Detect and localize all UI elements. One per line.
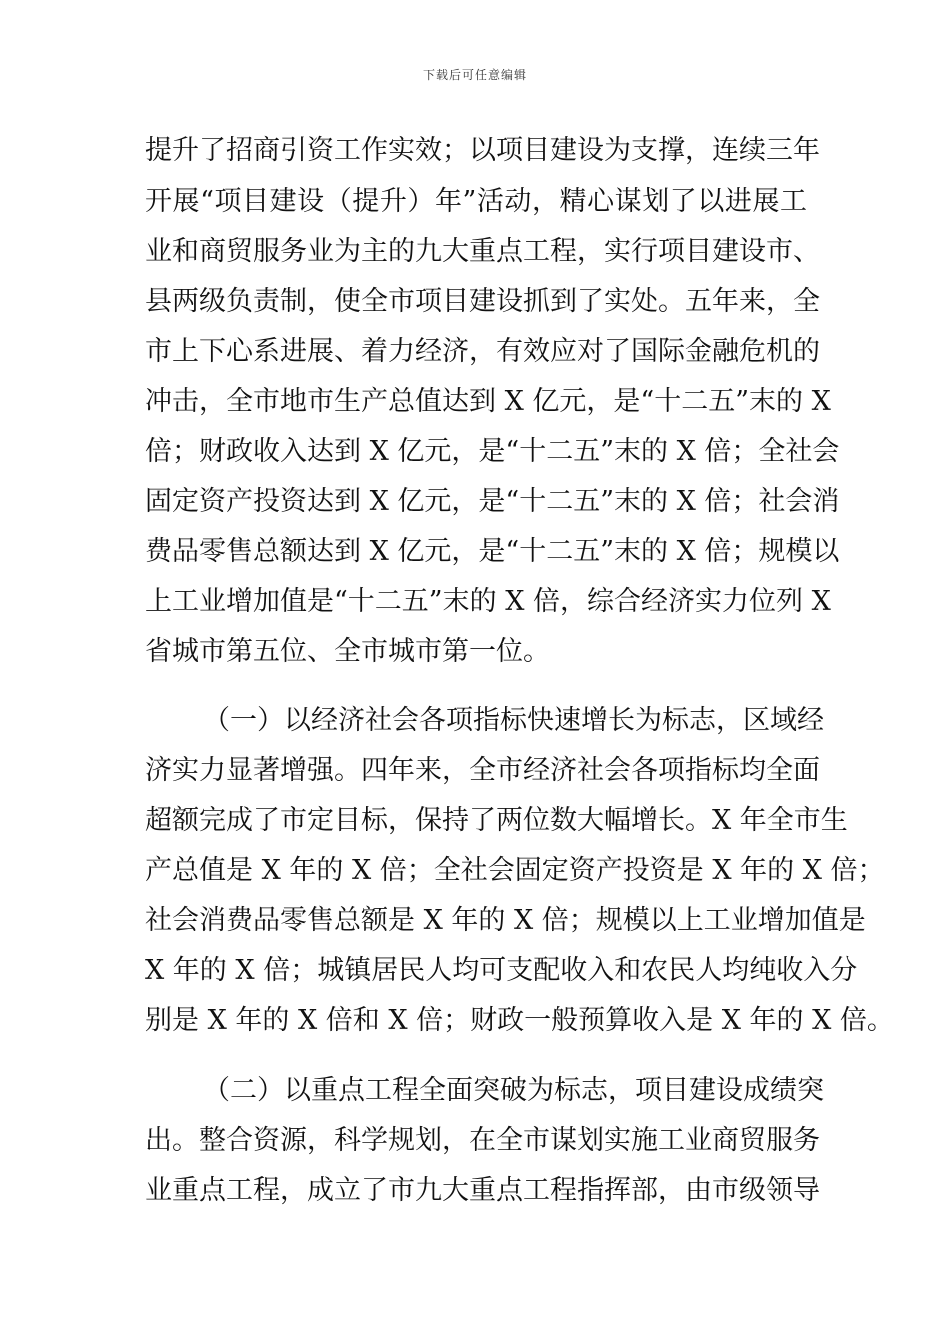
text-line: 县两级负责制，使全市项目建设抓到了实处。五年来，全 xyxy=(145,286,820,317)
text-line: 别是 X 年的 X 倍和 X 倍；财政一般预算收入是 X 年的 X 倍。 xyxy=(145,1005,894,1036)
text-line: 费品零售总额达到 X 亿元，是“十二五”末的 X 倍；规模以 xyxy=(145,536,840,567)
text-line: 冲击，全市地市生产总值达到 X 亿元，是“十二五”末的 X xyxy=(145,386,831,417)
text-line: 倍；财政收入达到 X 亿元，是“十二五”末的 X 倍；全社会 xyxy=(145,436,840,467)
text-line: 市上下心系进展、着力经济，有效应对了国际金融危机的 xyxy=(145,336,820,367)
text-line: 出。整合资源，科学规划，在全市谋划实施工业商贸服务 xyxy=(145,1125,820,1156)
text-line: 业和商贸服务业为主的九大重点工程，实行项目建设市、 xyxy=(145,236,820,267)
text-line: 产总值是 X 年的 X 倍；全社会固定资产投资是 X 年的 X 倍； xyxy=(145,855,885,886)
text-line: 超额完成了市定目标，保持了两位数大幅增长。X 年全市生 xyxy=(145,805,848,836)
text-line: 提升了招商引资工作实效；以项目建设为支撑，连续三年 xyxy=(145,135,820,166)
text-line: X 年的 X 倍；城镇居民人均可支配收入和农民人均纯收入分 xyxy=(145,955,858,986)
text-line: 上工业增加值是“十二五”末的 X 倍，综合经济实力位列 X xyxy=(145,586,831,617)
text-line: 开展“项目建设（提升）年”活动，精心谋划了以进展工 xyxy=(145,186,807,217)
text-line: 省城市第五位、全市城市第一位。 xyxy=(145,636,550,667)
text-line: （一）以经济社会各项指标快速增长为标志，区域经 xyxy=(203,705,824,736)
text-line: 固定资产投资达到 X 亿元，是“十二五”末的 X 倍；社会消 xyxy=(145,486,840,517)
text-line: 济实力显著增强。四年来，全市经济社会各项指标均全面 xyxy=(145,755,820,786)
text-line: （二）以重点工程全面突破为标志，项目建设成绩突 xyxy=(203,1075,824,1106)
text-line: 业重点工程，成立了市九大重点工程指挥部，由市级领导 xyxy=(145,1175,820,1206)
page-header: 下载后可任意编辑 xyxy=(422,68,527,82)
text-line: 社会消费品零售总额是 X 年的 X 倍；规模以上工业增加值是 xyxy=(145,905,866,936)
